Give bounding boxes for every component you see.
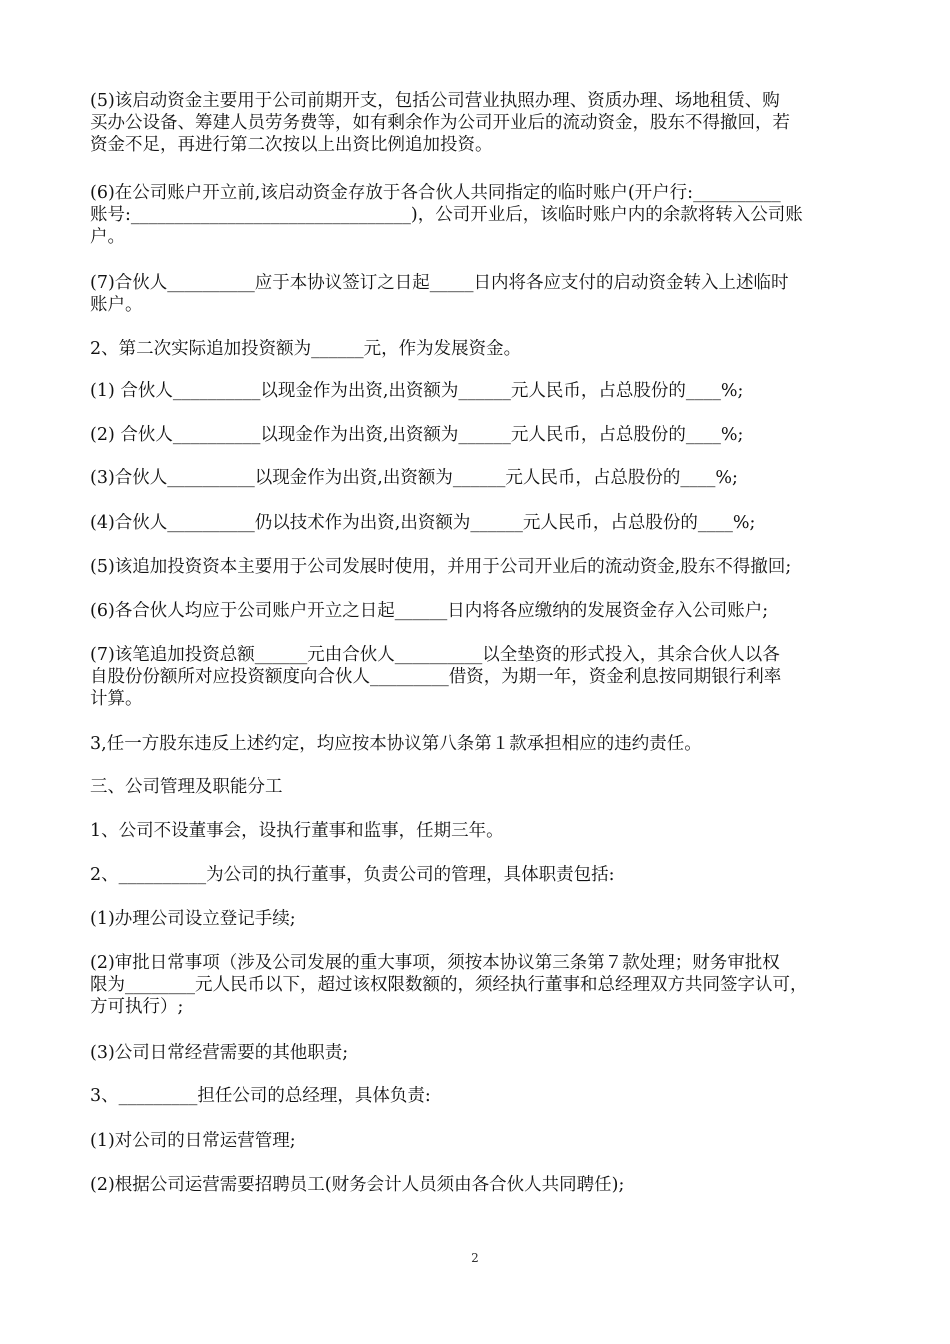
paragraph-deposit-deadline	[90, 600, 865, 622]
text-line: 账户。	[90, 295, 143, 315]
text-line: 三、公司管理及职能分工	[90, 777, 283, 797]
paragraph-partner-3	[90, 467, 865, 489]
text-line: 账号:________________________________)，公司开业后，该临时账户内的余款将转入公司账	[90, 205, 803, 225]
text-line: (5)该启动资金主要用于公司前期开支，包括公司营业执照办理、资质办理、场地租赁、购	[90, 91, 780, 111]
text-line: (6)在公司账户开立前,该启动资金存放于各合伙人共同指定的临时账户(开户行:__________	[90, 183, 781, 203]
page-number: 2	[471, 1251, 479, 1265]
text-line: (5)该追加投资资本主要用于公司发展时使用，并用于公司开业后的流动资金,股东不得撤回;	[90, 557, 792, 577]
text-line: 资金不足，再进行第二次按以上出资比例追加投资。	[90, 135, 493, 155]
paragraph-hiring	[90, 1174, 865, 1196]
text-line: 户。	[90, 227, 125, 247]
text-line: (6)各合伙人均应于公司账户开立之日起______日内将各应缴纳的发展资金存入公司账户;	[90, 601, 769, 621]
text-line: 限为________元人民币以下，超过该权限数额的，须经执行董事和总经理双方共同签字认可，	[90, 975, 808, 995]
text-line: (2)审批日常事项（涉及公司发展的重大事项，须按本协议第三条第７款处理；财务审批权	[90, 953, 780, 973]
paragraph-general-manager	[90, 1085, 865, 1107]
paragraph-partner-1	[90, 380, 865, 402]
paragraph-partner-4	[90, 512, 865, 534]
paragraph-daily-operations	[90, 1130, 865, 1152]
paragraph-board-structure	[90, 820, 865, 842]
paragraph-approval-authority	[90, 952, 865, 1018]
text-line: 3,任一方股东违反上述约定，均应按本协议第八条第１款承担相应的违约责任。	[90, 734, 702, 754]
text-line: 1、公司不设董事会，设执行董事和监事，任期三年。	[90, 821, 504, 841]
paragraph-temporary-account	[90, 182, 865, 248]
text-line: (1)办理公司设立登记手续;	[90, 909, 296, 929]
text-line: 2、__________为公司的执行董事，负责公司的管理，具体职责包括:	[90, 865, 615, 885]
text-line: (2)根据公司运营需要招聘员工(财务会计人员须由各合伙人共同聘任);	[90, 1175, 625, 1195]
paragraph-partner-2	[90, 424, 865, 446]
text-line: 方可执行）;	[90, 997, 184, 1017]
text-line: (3)公司日常经营需要的其他职责;	[90, 1043, 349, 1063]
paragraph-additional-usage	[90, 556, 865, 578]
paragraph-breach-clause	[90, 733, 865, 755]
section-heading-management	[90, 776, 865, 798]
text-line: (7)该笔追加投资总额______元由合伙人__________以全垫资的形式投入，其余合伙人以各	[90, 645, 780, 665]
paragraph-transfer-deadline	[90, 272, 865, 316]
paragraph-second-investment	[90, 338, 865, 360]
text-line: (1) 合伙人__________以现金作为出资,出资额为______元人民币，占总股份的____%;	[90, 381, 744, 401]
text-line: 买办公设备、筹建人员劳务费等，如有剩余作为公司开业后的流动资金，股东不得撤回，若	[90, 113, 790, 133]
text-line: (3)合伙人__________以现金作为出资,出资额为______元人民币，占总股份的____%;	[90, 468, 738, 488]
text-line: (4)合伙人__________仍以技术作为出资,出资额为______元人民币，占总股份的____%;	[90, 513, 756, 533]
text-line: 3、_________担任公司的总经理，具体负责:	[90, 1086, 431, 1106]
paragraph-start-fund-usage	[90, 90, 865, 156]
text-line: (1)对公司的日常运营管理;	[90, 1131, 296, 1151]
paragraph-registration	[90, 908, 865, 930]
text-line: 计算。	[90, 689, 143, 709]
paragraph-executive-director	[90, 864, 865, 886]
paragraph-other-duties	[90, 1042, 865, 1064]
text-line: (2) 合伙人__________以现金作为出资,出资额为______元人民币，占总股份的____%;	[90, 425, 744, 445]
paragraph-advance-funding	[90, 644, 865, 710]
text-line: (7)合伙人__________应于本协议签订之日起_____日内将各应支付的启动资金转入上述临时	[90, 273, 789, 293]
text-line: 自股份份额所对应投资额度向合伙人_________借资，为期一年，资金利息按同期银行利率	[90, 667, 782, 687]
text-line: 2、第二次实际追加投资额为______元，作为发展资金。	[90, 339, 522, 359]
